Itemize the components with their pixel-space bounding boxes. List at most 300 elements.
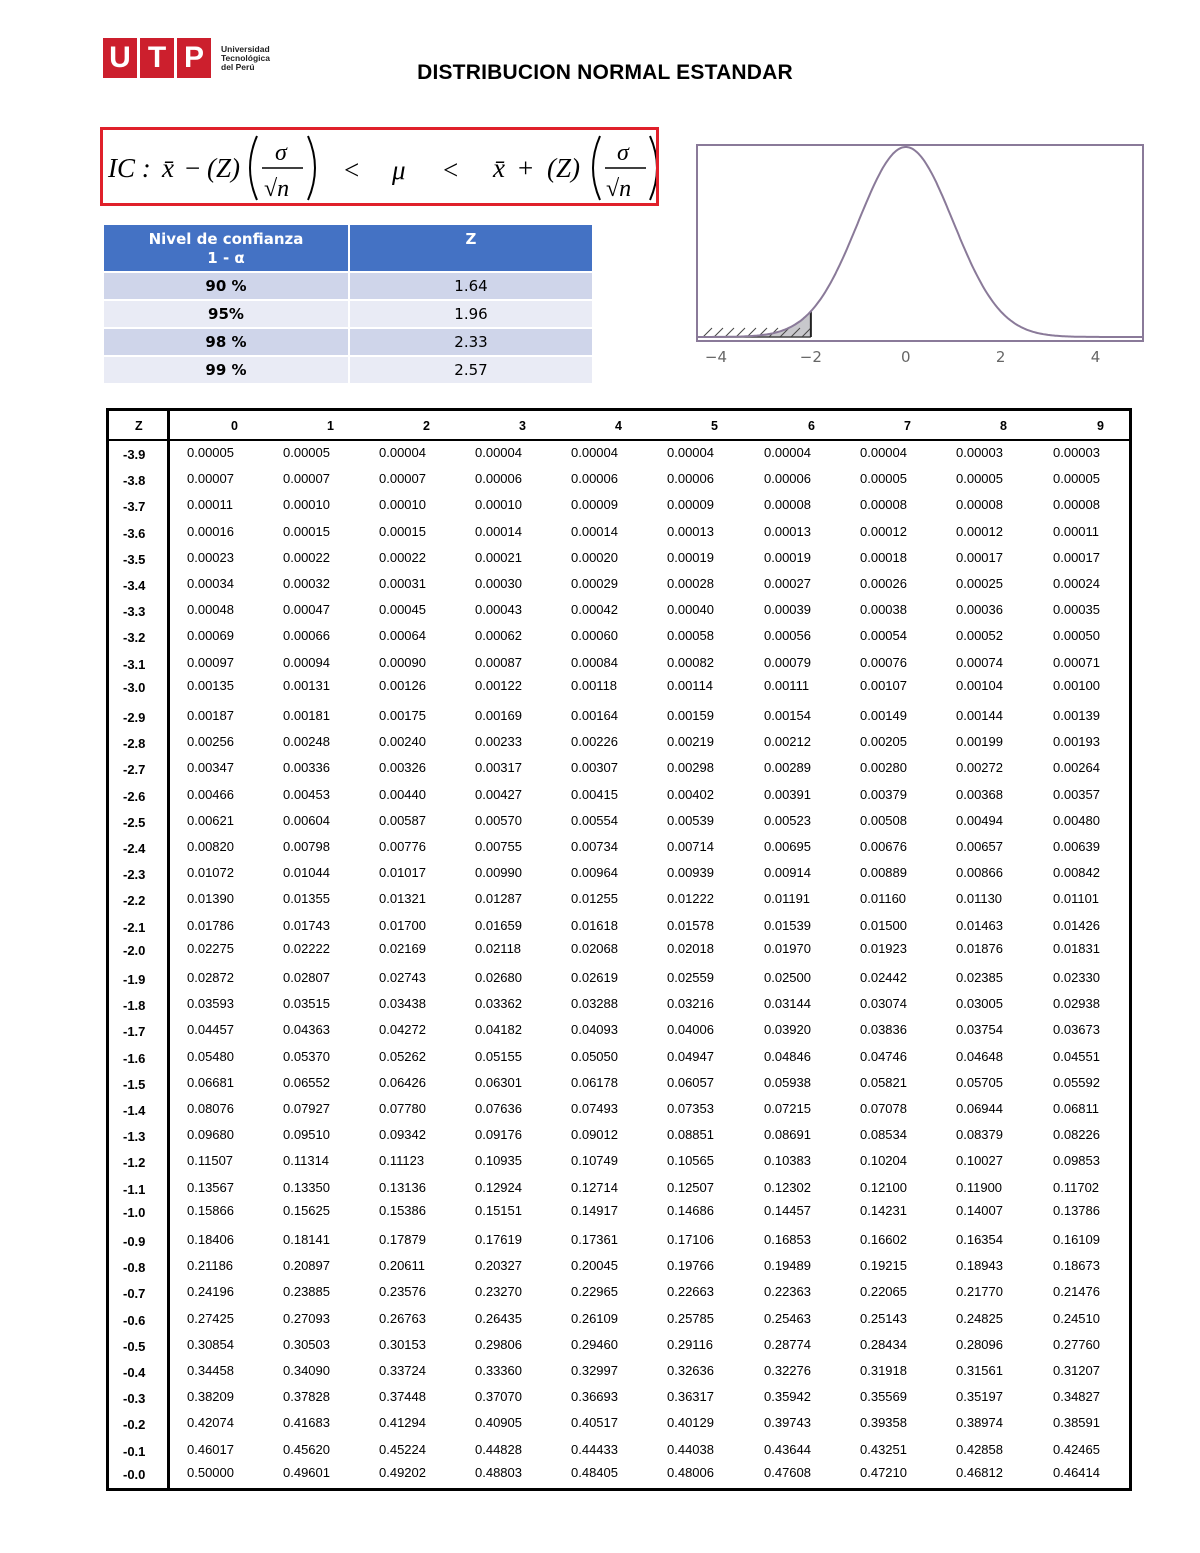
logo-letter-p: P (177, 38, 211, 78)
z-table-cell: 0.00014 (571, 523, 618, 539)
z-table-cell: 0.19766 (667, 1258, 714, 1274)
z-table-cell: 0.46017 (187, 1441, 234, 1457)
z-table-cell: 0.02559 (667, 970, 714, 985)
z-table-cell: 0.02743 (379, 970, 426, 985)
z-table-cell: 0.37448 (379, 1389, 426, 1405)
z-table-cell: 0.00022 (379, 549, 426, 565)
z-table-cell: 0.00014 (475, 523, 522, 539)
z-table-cell: 0.00074 (956, 654, 1003, 670)
z-table-cell: 0.00272 (956, 760, 1003, 776)
z-table-cell: 0.12507 (667, 1179, 714, 1195)
z-table-cell: 0.00005 (187, 445, 234, 460)
z-table-cell: 0.00317 (475, 760, 522, 776)
z-row-label: -3.5 (123, 551, 146, 567)
z-row-label: -2.1 (123, 919, 146, 935)
z-column-separator (167, 411, 170, 1488)
confidence-level-table (104, 225, 594, 383)
confidence-row (104, 356, 593, 383)
z-table-cell: 0.00307 (571, 760, 618, 776)
z-row-label: -2.2 (123, 893, 146, 909)
z-table-cell: 0.01287 (475, 891, 522, 907)
z-row-label: -1.3 (123, 1129, 146, 1145)
z-table-cell: 0.06178 (571, 1074, 618, 1090)
z-table-cell: 0.02385 (956, 970, 1003, 985)
z-table-cell: 0.44828 (475, 1441, 522, 1457)
z-table-cell: 0.12714 (571, 1179, 618, 1195)
formula-mu: μ (392, 155, 406, 185)
z-row-label: -0.9 (123, 1234, 146, 1249)
z-table-cell: 0.04272 (379, 1022, 426, 1038)
z-table-cell: 0.00066 (283, 628, 330, 644)
z-table-cell: 0.43644 (764, 1441, 811, 1457)
z-table-cell: 0.03515 (283, 996, 330, 1012)
z-table-cell: 0.07927 (283, 1101, 330, 1116)
z-table-cell: 0.00005 (860, 471, 907, 487)
z-table-cell: 0.32997 (571, 1363, 618, 1378)
z-table-cell: 0.37070 (475, 1389, 522, 1405)
z-table-cell: 0.00010 (283, 497, 330, 513)
z-table-cell: 0.33360 (475, 1363, 522, 1378)
formula-sqrt-n-2: √n (606, 176, 632, 202)
z-table-cell: 0.00256 (187, 734, 234, 750)
z-table-cell: 0.27760 (1053, 1336, 1100, 1352)
z-table-cell: 0.01130 (956, 891, 1003, 907)
z-table-cell: 0.00734 (571, 839, 618, 854)
z-table-cell: 0.30503 (283, 1336, 330, 1352)
z-table-cell: 0.00026 (860, 576, 907, 591)
z-table-cell: 0.05705 (956, 1074, 1003, 1090)
z-table-cell: 0.10935 (475, 1153, 522, 1169)
z-table-cell: 0.14457 (764, 1202, 811, 1218)
z-table-cell: 0.00240 (379, 734, 426, 750)
z-table-cell: 0.00008 (860, 497, 907, 513)
z-row-label: -3.9 (123, 447, 146, 462)
z-table-cell: 0.00012 (956, 523, 1003, 539)
z-table-cell: 0.48803 (475, 1464, 522, 1480)
z-table-cell: 0.04363 (283, 1022, 330, 1038)
z-table-cell: 0.16354 (956, 1232, 1003, 1247)
z-table-cell: 0.46812 (956, 1464, 1003, 1480)
z-table-cell: 0.01222 (667, 891, 714, 907)
z-header-digit: 5 (711, 419, 718, 433)
z-table-cell: 0.16853 (764, 1232, 811, 1247)
z-table-cell: 0.00015 (379, 523, 426, 539)
z-table-cell: 0.00015 (283, 523, 330, 539)
z-table-cell: 0.26435 (475, 1310, 522, 1326)
z-table-cell: 0.18943 (956, 1258, 1003, 1274)
z-table-cell: 0.20897 (283, 1258, 330, 1274)
z-table-cell: 0.30153 (379, 1336, 426, 1352)
z-table-cell: 0.46414 (1053, 1464, 1100, 1480)
z-table-cell: 0.00016 (187, 523, 234, 539)
z-table-cell: 0.00004 (667, 445, 714, 460)
z-table-cell: 0.14686 (667, 1202, 714, 1218)
page-title: DISTRIBUCION NORMAL ESTANDAR (417, 61, 793, 84)
z-table-cell: 0.22363 (764, 1284, 811, 1300)
z-table-cell: 0.40129 (667, 1415, 714, 1431)
confidence-level: 98 % (104, 328, 349, 356)
z-table-cell: 0.25785 (667, 1310, 714, 1326)
z-table-cell: 0.47210 (860, 1464, 907, 1480)
x-tick-label: 2 (995, 348, 1006, 366)
z-table-cell: 0.00440 (379, 786, 426, 802)
z-table-cell: 0.13567 (187, 1179, 234, 1195)
z-row-label: -3.1 (123, 656, 146, 672)
z-table-cell: 0.09012 (571, 1127, 618, 1143)
z-table-cell: 0.15866 (187, 1202, 234, 1218)
z-row-label: -2.6 (123, 788, 146, 804)
z-table-cell: 0.00233 (475, 734, 522, 750)
z-table-cell: 0.00009 (667, 497, 714, 513)
z-table-cell: 0.00368 (956, 786, 1003, 802)
z-row-label: -3.8 (123, 473, 146, 489)
z-table-cell: 0.35197 (956, 1389, 1003, 1405)
z-table-cell: 0.35942 (764, 1389, 811, 1405)
z-table-cell: 0.24196 (187, 1284, 234, 1300)
z-row-label: -1.2 (123, 1155, 146, 1171)
z-header-digit: 0 (231, 419, 238, 433)
z-table-cell: 0.00006 (571, 471, 618, 487)
z-table-cell: 0.26763 (379, 1310, 426, 1326)
z-table-cell: 0.00094 (283, 654, 330, 670)
confidence-level: 99 % (104, 356, 349, 383)
z-header-digit: 3 (519, 419, 526, 433)
z-table-cell: 0.03144 (764, 996, 811, 1012)
z-table-cell: 0.03005 (956, 996, 1003, 1012)
z-table-cell: 0.00126 (379, 677, 426, 693)
z-row-label: -2.4 (123, 841, 146, 856)
z-table-cell: 0.00453 (283, 786, 330, 802)
z-table-cell: 0.01743 (283, 917, 330, 933)
z-table-cell: 0.02500 (764, 970, 811, 985)
z-table-cell: 0.22065 (860, 1284, 907, 1300)
z-table-cell: 0.00031 (379, 576, 426, 591)
z-table-cell: 0.00027 (764, 576, 811, 591)
z-table-cell: 0.09176 (475, 1127, 522, 1143)
z-table-cell: 0.00798 (283, 839, 330, 854)
z-table-cell: 0.40517 (571, 1415, 618, 1431)
z-table-cell: 0.00039 (764, 602, 811, 618)
z-table-cell: 0.02619 (571, 970, 618, 985)
z-table-cell: 0.00019 (667, 549, 714, 565)
z-table-cell: 0.20045 (571, 1258, 618, 1274)
z-table-cell: 0.38209 (187, 1389, 234, 1405)
z-table-cell: 0.00013 (764, 523, 811, 539)
z-row-label: -1.6 (123, 1050, 146, 1066)
formula-lt-1: < (344, 155, 360, 185)
z-table-cell: 0.01578 (667, 917, 714, 933)
z-table-cell: 0.00005 (956, 471, 1003, 487)
z-value: 2.57 (349, 356, 593, 383)
z-table-cell: 0.09510 (283, 1127, 330, 1143)
z-table-cell: 0.49601 (283, 1464, 330, 1480)
z-table-cell: 0.38974 (956, 1415, 1003, 1431)
z-table-cell: 0.00004 (475, 445, 522, 460)
z-table-cell: 0.01831 (1053, 940, 1100, 956)
z-table-cell: 0.34827 (1053, 1389, 1100, 1405)
z-table-cell: 0.14007 (956, 1202, 1003, 1218)
z-table-cell: 0.00149 (860, 708, 907, 723)
z-table-cell: 0.06301 (475, 1074, 522, 1090)
z-table-cell: 0.01923 (860, 940, 907, 956)
z-row-label: -1.4 (123, 1103, 146, 1118)
z-table-cell: 0.04846 (764, 1048, 811, 1064)
z-table-cell: 0.00118 (571, 677, 618, 693)
z-table-cell: 0.04746 (860, 1048, 907, 1064)
z-table-cell: 0.00114 (667, 677, 714, 693)
z-table-cell: 0.00012 (860, 523, 907, 539)
formula-xbar-1: x̄ (162, 153, 174, 183)
z-table-cell: 0.02442 (860, 970, 907, 985)
z-table-cell: 0.00402 (667, 786, 714, 802)
formula-sqrt-n-1: √n (264, 176, 290, 202)
z-table-cell: 0.03673 (1053, 1022, 1100, 1038)
z-table-cell: 0.00248 (283, 734, 330, 750)
z-table-cell: 0.06811 (1053, 1101, 1100, 1116)
z-table-cell: 0.00657 (956, 839, 1003, 854)
z-table-cell: 0.17619 (475, 1232, 522, 1247)
header-confidence-level-line2: 1 - α (207, 249, 245, 267)
x-tick-label: 4 (1090, 348, 1101, 366)
z-table-cell: 0.00714 (667, 839, 714, 854)
z-table-cell: 0.00045 (379, 602, 426, 618)
z-table-cell: 0.18406 (187, 1232, 234, 1247)
z-table-cell: 0.03593 (187, 996, 234, 1012)
z-table-cell: 0.00587 (379, 812, 426, 828)
z-table-cell: 0.20327 (475, 1258, 522, 1274)
z-table-cell: 0.03074 (860, 996, 907, 1012)
z-table-cell: 0.00069 (187, 628, 234, 644)
z-table-cell: 0.23885 (283, 1284, 330, 1300)
z-row-label: -0.5 (123, 1338, 146, 1354)
z-table-cell: 0.00676 (860, 839, 907, 854)
z-row-label: -1.0 (123, 1204, 146, 1220)
z-table-cell: 0.14231 (860, 1202, 907, 1218)
z-table-cell: 0.00087 (475, 654, 522, 670)
z-table-cell: 0.00005 (1053, 471, 1100, 487)
z-row-label: -3.6 (123, 525, 146, 541)
z-table-cell: 0.13786 (1053, 1202, 1100, 1218)
z-table-cell: 0.00169 (475, 708, 522, 723)
z-value: 1.96 (349, 300, 593, 328)
z-table-cell: 0.00035 (1053, 602, 1100, 618)
z-header-label: Z (135, 419, 143, 433)
z-table-cell: 0.28774 (764, 1336, 811, 1352)
z-table-cell: 0.00480 (1053, 812, 1100, 828)
formula-lhs: IC : (108, 153, 151, 183)
z-table-cell: 0.00056 (764, 628, 811, 644)
z-table-cell: 0.01255 (571, 891, 618, 907)
z-table-cell: 0.10027 (956, 1153, 1003, 1169)
z-table-cell: 0.21476 (1053, 1284, 1100, 1300)
z-table-cell: 0.00004 (860, 445, 907, 460)
z-table-cell: 0.00011 (1053, 523, 1100, 539)
z-table-cell: 0.17361 (571, 1232, 618, 1247)
z-table-cell: 0.00776 (379, 839, 426, 854)
z-table-cell: 0.07493 (571, 1101, 618, 1116)
z-table-cell: 0.16602 (860, 1232, 907, 1247)
z-table-cell: 0.05155 (475, 1048, 522, 1064)
z-table-cell: 0.00082 (667, 654, 714, 670)
header-confidence-level (104, 225, 349, 272)
z-row-label: -0.0 (123, 1466, 146, 1482)
z-header-digit: 7 (904, 419, 911, 433)
z-table-cell: 0.00326 (379, 760, 426, 776)
z-table-cell: 0.00021 (475, 549, 522, 565)
z-table-cell: 0.00159 (667, 708, 714, 723)
z-table-cell: 0.10565 (667, 1153, 714, 1169)
z-table-cell: 0.00040 (667, 602, 714, 618)
z-table-cell: 0.00175 (379, 708, 426, 723)
z-table-cell: 0.01390 (187, 891, 234, 907)
z-table-cell: 0.07215 (764, 1101, 811, 1116)
z-table-cell: 0.45620 (283, 1441, 330, 1457)
z-table-cell: 0.00122 (475, 677, 522, 693)
z-table-cell: 0.11123 (379, 1153, 425, 1169)
z-table-cell: 0.01160 (860, 891, 907, 907)
z-table-cell: 0.39358 (860, 1415, 907, 1431)
z-table-cell: 0.03362 (475, 996, 522, 1012)
z-table-cell: 0.00264 (1053, 760, 1100, 776)
z-table-cell: 0.00164 (571, 708, 618, 723)
z-table-cell: 0.30854 (187, 1336, 234, 1352)
z-table-cell: 0.00357 (1053, 786, 1100, 802)
z-table-cell: 0.04093 (571, 1022, 618, 1038)
z-table-cell: 0.20611 (379, 1258, 426, 1274)
z-table-cell: 0.15151 (475, 1202, 522, 1218)
z-table-cell: 0.09853 (1053, 1153, 1100, 1169)
z-table-cell: 0.00036 (956, 602, 1003, 618)
z-table-cell: 0.08691 (764, 1127, 811, 1143)
z-table-cell: 0.00219 (667, 734, 714, 750)
z-table-cell: 0.04648 (956, 1048, 1003, 1064)
z-table-cell: 0.18141 (283, 1232, 330, 1247)
logo-line-1: Universidad (221, 43, 270, 54)
normal-curve-plot (694, 142, 1146, 370)
plot-frame (697, 145, 1143, 341)
z-table-cell: 0.00008 (764, 497, 811, 513)
z-row-label: -2.9 (123, 710, 146, 725)
z-table-cell: 0.26109 (571, 1310, 618, 1326)
z-table-cell: 0.00020 (571, 549, 618, 565)
z-table-cell: 0.13350 (283, 1179, 330, 1195)
logo-line-2: Tecnológica (221, 52, 270, 63)
z-table-cell: 0.28434 (860, 1336, 907, 1352)
x-tick-label: −4 (704, 348, 728, 366)
z-table-cell: 0.02330 (1053, 970, 1100, 985)
z-table-cell: 0.00554 (571, 812, 618, 828)
z-table-cell: 0.06944 (956, 1101, 1003, 1116)
formula-plus: + (518, 153, 534, 183)
z-header-digit: 6 (808, 419, 815, 433)
z-table-cell: 0.00050 (1053, 628, 1100, 644)
z-table-cell: 0.00052 (956, 628, 1003, 644)
z-table-cell: 0.02068 (571, 940, 618, 956)
z-table-cell: 0.15386 (379, 1202, 426, 1218)
z-table-cell: 0.00006 (667, 471, 714, 487)
z-header-digit: 4 (615, 419, 622, 433)
z-table-cell: 0.45224 (379, 1441, 426, 1457)
z-table-cell: 0.04006 (667, 1022, 714, 1038)
z-table-cell: 0.19489 (764, 1258, 811, 1274)
z-table-cell: 0.00866 (956, 865, 1003, 881)
confidence-row (104, 328, 593, 356)
z-table-cell: 0.00427 (475, 786, 522, 802)
z-table-cell: 0.07780 (379, 1101, 426, 1116)
z-table-cell: 0.03438 (379, 996, 426, 1012)
z-table-cell: 0.00336 (283, 760, 330, 776)
z-row-label: -0.1 (123, 1443, 146, 1459)
z-table-cell: 0.00604 (283, 812, 330, 828)
z-table-cell: 0.05050 (571, 1048, 618, 1064)
z-table-cell: 0.07078 (860, 1101, 907, 1116)
header-z (349, 225, 593, 272)
header-confidence-level-line1: Nivel de confianza (148, 230, 304, 248)
z-table-cell: 0.29806 (475, 1336, 522, 1352)
z-value: 1.64 (349, 272, 593, 300)
z-table-cell: 0.00508 (860, 812, 907, 828)
z-table-cell: 0.00019 (764, 549, 811, 565)
z-table-cell: 0.00034 (187, 576, 234, 591)
z-row-label: -1.1 (123, 1181, 146, 1197)
z-table-cell: 0.00007 (379, 471, 426, 487)
z-table-cell: 0.04182 (475, 1022, 522, 1038)
z-table-cell: 0.00043 (475, 602, 522, 618)
z-table-cell: 0.11702 (1053, 1179, 1100, 1195)
z-table-cell: 0.00004 (571, 445, 618, 460)
z-table-cell: 0.00135 (187, 677, 234, 693)
z-table-cell: 0.00199 (956, 734, 1003, 750)
z-table-cell: 0.19215 (860, 1258, 907, 1274)
z-table-cell: 0.03836 (860, 1022, 907, 1038)
z-table-cell: 0.25463 (764, 1310, 811, 1326)
z-table-cell: 0.05262 (379, 1048, 426, 1064)
z-table-cell: 0.42465 (1053, 1441, 1100, 1457)
z-row-label: -2.5 (123, 814, 146, 830)
z-table-cell: 0.21186 (187, 1258, 234, 1274)
z-table-cell: 0.01191 (764, 891, 811, 907)
z-table-cell: 0.06681 (187, 1074, 234, 1090)
z-table-cell: 0.00005 (283, 445, 330, 460)
z-table-cell: 0.29460 (571, 1336, 618, 1352)
z-table-cell: 0.00030 (475, 576, 522, 591)
z-table-cell: 0.02872 (187, 970, 234, 985)
z-table-cell: 0.01970 (764, 940, 811, 956)
z-table-cell: 0.27093 (283, 1310, 330, 1326)
confidence-level: 90 % (104, 272, 349, 300)
z-table-cell: 0.00090 (379, 654, 426, 670)
z-table-cell: 0.01426 (1053, 917, 1100, 933)
z-table-cell: 0.01539 (764, 917, 811, 933)
z-table-cell: 0.00079 (764, 654, 811, 670)
z-table-cell: 0.02275 (187, 940, 234, 956)
z-table-cell: 0.00084 (571, 654, 618, 670)
z-table-cell: 0.02680 (475, 970, 522, 985)
z-table-cell: 0.00193 (1053, 734, 1100, 750)
z-table-cell: 0.00964 (571, 865, 618, 881)
z-table-cell: 0.50000 (187, 1464, 234, 1480)
z-row-label: -0.8 (123, 1260, 146, 1276)
formula-paren-left-1 (250, 136, 257, 200)
z-table-cell: 0.00003 (956, 445, 1003, 460)
z-row-label: -3.2 (123, 630, 146, 646)
z-table-cell: 0.10204 (860, 1153, 907, 1169)
z-table-cell: 0.49202 (379, 1464, 426, 1480)
z-table-cell: 0.43251 (860, 1441, 907, 1457)
z-table-cell: 0.44038 (667, 1441, 714, 1457)
z-table-cell: 0.10383 (764, 1153, 811, 1169)
z-table-cell: 0.37828 (283, 1389, 330, 1405)
